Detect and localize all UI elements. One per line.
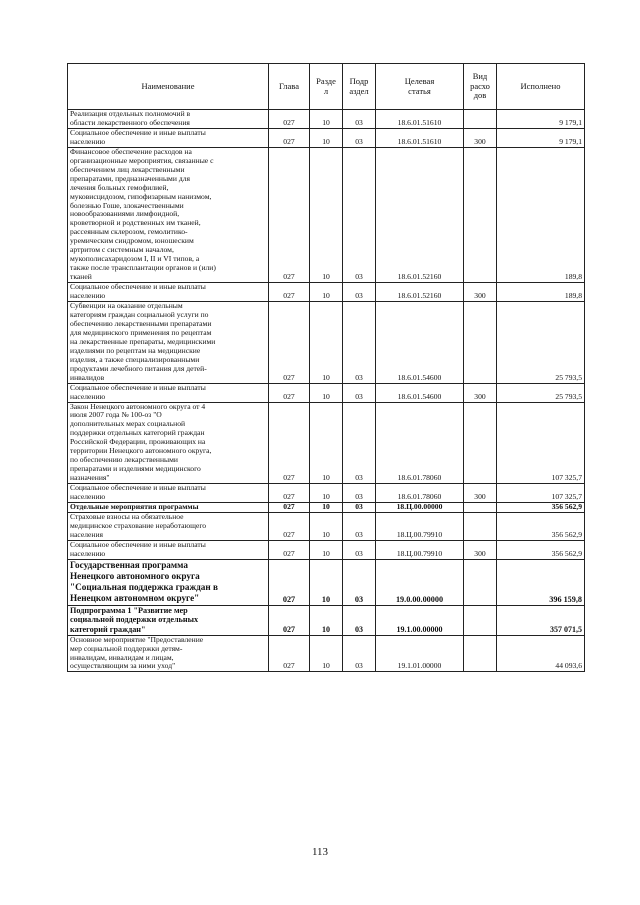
cell-name: Социальное обеспечение и иные выплаты населению [68, 540, 269, 559]
cell-name: Реализация отдельных полномочий в области лекарственного обеспечения [68, 110, 269, 129]
cell-subsection: 03 [343, 383, 376, 402]
table-row [68, 110, 585, 129]
cell-chapter: 027 [269, 110, 310, 129]
cell-target-article: 18.6.01.51610 [376, 128, 464, 147]
cell-subsection: 03 [343, 110, 376, 129]
cell-expense-type [464, 559, 497, 605]
cell-executed: 107 325,7 [497, 402, 585, 484]
cell-expense-type [464, 605, 497, 635]
header-chapter: Глава [269, 64, 310, 110]
cell-executed: 356 562,9 [497, 502, 585, 512]
cell-subsection: 03 [343, 147, 376, 282]
cell-expense-type: 300 [464, 540, 497, 559]
cell-section: 10 [310, 559, 343, 605]
cell-expense-type [464, 502, 497, 512]
cell-expense-type: 300 [464, 128, 497, 147]
cell-chapter: 027 [269, 635, 310, 672]
cell-subsection: 03 [343, 283, 376, 302]
cell-chapter: 027 [269, 559, 310, 605]
cell-chapter: 027 [269, 302, 310, 384]
header-subsection: Подр аздел [343, 64, 376, 110]
cell-executed: 356 562,9 [497, 512, 585, 540]
cell-target-article: 18.6.01.78060 [376, 402, 464, 484]
cell-executed: 189,8 [497, 147, 585, 282]
cell-executed: 356 562,9 [497, 540, 585, 559]
cell-section: 10 [310, 635, 343, 672]
cell-chapter: 027 [269, 502, 310, 512]
cell-target-article: 19.1.00.00000 [376, 605, 464, 635]
table-row [68, 283, 585, 302]
cell-name: Отдельные мероприятия программы [68, 502, 269, 512]
header-section: Разде л [310, 64, 343, 110]
cell-section: 10 [310, 484, 343, 503]
cell-expense-type [464, 302, 497, 384]
cell-subsection: 03 [343, 605, 376, 635]
cell-chapter: 027 [269, 383, 310, 402]
cell-expense-type [464, 402, 497, 484]
cell-name: Социальное обеспечение и иные выплаты населению [68, 383, 269, 402]
cell-expense-type [464, 635, 497, 672]
cell-section: 10 [310, 512, 343, 540]
table-row [68, 540, 585, 559]
cell-section: 10 [310, 147, 343, 282]
table-row [68, 502, 585, 512]
table-row [68, 635, 585, 672]
cell-name: Субвенции на оказание отдельным категориям граждан социальной услуги по обеспечению лекарственными препаратами для медицинского применения по рецептам на лекарственные препараты, медицинскими изделиями по рецептам на медицинские изделия, а также специализированными продуктами лечебного питания для детей- инвалидов [68, 302, 269, 384]
table-row [68, 605, 585, 635]
cell-executed: 396 159,8 [497, 559, 585, 605]
cell-executed: 25 793,5 [497, 383, 585, 402]
table-row [68, 302, 585, 384]
cell-chapter: 027 [269, 512, 310, 540]
cell-executed: 25 793,5 [497, 302, 585, 384]
cell-expense-type [464, 147, 497, 282]
cell-target-article: 18.6.01.78060 [376, 484, 464, 503]
cell-chapter: 027 [269, 605, 310, 635]
cell-target-article: 18.Ц.00.00000 [376, 502, 464, 512]
cell-name: Социальное обеспечение и иные выплаты населению [68, 484, 269, 503]
cell-chapter: 027 [269, 402, 310, 484]
cell-target-article: 18.Ц.00.79910 [376, 512, 464, 540]
cell-section: 10 [310, 383, 343, 402]
cell-subsection: 03 [343, 302, 376, 384]
page-number: 113 [311, 846, 329, 858]
header-expense-type: Вид расхо дов [464, 64, 497, 110]
table-row [68, 559, 585, 605]
cell-executed: 357 071,5 [497, 605, 585, 635]
cell-target-article: 18.6.01.54600 [376, 302, 464, 384]
cell-target-article: 19.1.01.00000 [376, 635, 464, 672]
header-name: Наименование [68, 64, 269, 110]
cell-target-article: 18.Ц.00.79910 [376, 540, 464, 559]
cell-section: 10 [310, 302, 343, 384]
cell-section: 10 [310, 110, 343, 129]
cell-subsection: 03 [343, 128, 376, 147]
table-row [68, 484, 585, 503]
table-row [68, 383, 585, 402]
cell-expense-type: 300 [464, 383, 497, 402]
cell-name: Страховые взносы на обязательное медицинское страхование неработающего населения [68, 512, 269, 540]
cell-name: Подпрограмма 1 "Развитие мер социальной поддержки отдельных категорий граждан" [68, 605, 269, 635]
cell-section: 10 [310, 540, 343, 559]
cell-executed: 9 179,1 [497, 110, 585, 129]
cell-name: Социальное обеспечение и иные выплаты населению [68, 128, 269, 147]
budget-table [67, 63, 585, 672]
cell-chapter: 027 [269, 128, 310, 147]
cell-chapter: 027 [269, 283, 310, 302]
cell-section: 10 [310, 128, 343, 147]
table-row [68, 128, 585, 147]
cell-name: Финансовое обеспечение расходов на организационные мероприятия, связанные с обеспечением лиц лекарственными препаратами, предназначенными для лечения больных гемофилией, муковисцидозом, гипофизарным нанизмом, болезнью Гоше, злокачественными новообразованиями лимфоидной, кроветворной и родственных им тканей, рассеянным склерозом, гемолитико- уремическим синдромом, юношеским артритом с системным началом, мукополисахаридозом I, II и VI типов, а также после трансплантации органов и (или) тканей [68, 147, 269, 282]
header-executed: Исполнено [497, 64, 585, 110]
cell-target-article: 18.6.01.52160 [376, 283, 464, 302]
cell-subsection: 03 [343, 402, 376, 484]
cell-name: Социальное обеспечение и иные выплаты населению [68, 283, 269, 302]
header-target-article: Целевая статья [376, 64, 464, 110]
cell-name: Закон Ненецкого автономного округа от 4 июля 2007 года № 100-оз "О дополнительных мерах социальной поддержки отдельных категорий граждан Российской Федерации, проживающих на территории Ненецкого автономного округа, по обеспечению лекарственными препаратами и изделиями медицинского назначения" [68, 402, 269, 484]
table-row [68, 147, 585, 282]
cell-section: 10 [310, 402, 343, 484]
cell-target-article: 18.6.01.52160 [376, 147, 464, 282]
cell-name: Основное мероприятие "Предоставление мер социальной поддержки детям- инвалидам, инвалидам и лицам, осуществляющим за ними уход" [68, 635, 269, 672]
cell-section: 10 [310, 502, 343, 512]
cell-target-article: 19.0.00.00000 [376, 559, 464, 605]
cell-chapter: 027 [269, 540, 310, 559]
cell-subsection: 03 [343, 512, 376, 540]
cell-chapter: 027 [269, 147, 310, 282]
cell-expense-type [464, 110, 497, 129]
table-header-row [68, 64, 585, 110]
cell-subsection: 03 [343, 635, 376, 672]
cell-name: Государственная программа Ненецкого автономного округа "Социальная поддержка граждан в Ненецком автономном округе" [68, 559, 269, 605]
cell-subsection: 03 [343, 559, 376, 605]
cell-target-article: 18.6.01.51610 [376, 110, 464, 129]
cell-expense-type: 300 [464, 283, 497, 302]
cell-executed: 189,8 [497, 283, 585, 302]
cell-section: 10 [310, 283, 343, 302]
cell-subsection: 03 [343, 540, 376, 559]
cell-section: 10 [310, 605, 343, 635]
table-row [68, 512, 585, 540]
table-row [68, 402, 585, 484]
cell-target-article: 18.6.01.54600 [376, 383, 464, 402]
cell-subsection: 03 [343, 502, 376, 512]
cell-executed: 107 325,7 [497, 484, 585, 503]
cell-executed: 9 179,1 [497, 128, 585, 147]
cell-chapter: 027 [269, 484, 310, 503]
cell-expense-type: 300 [464, 484, 497, 503]
cell-subsection: 03 [343, 484, 376, 503]
cell-executed: 44 093,6 [497, 635, 585, 672]
table-body [68, 110, 585, 672]
cell-expense-type [464, 512, 497, 540]
